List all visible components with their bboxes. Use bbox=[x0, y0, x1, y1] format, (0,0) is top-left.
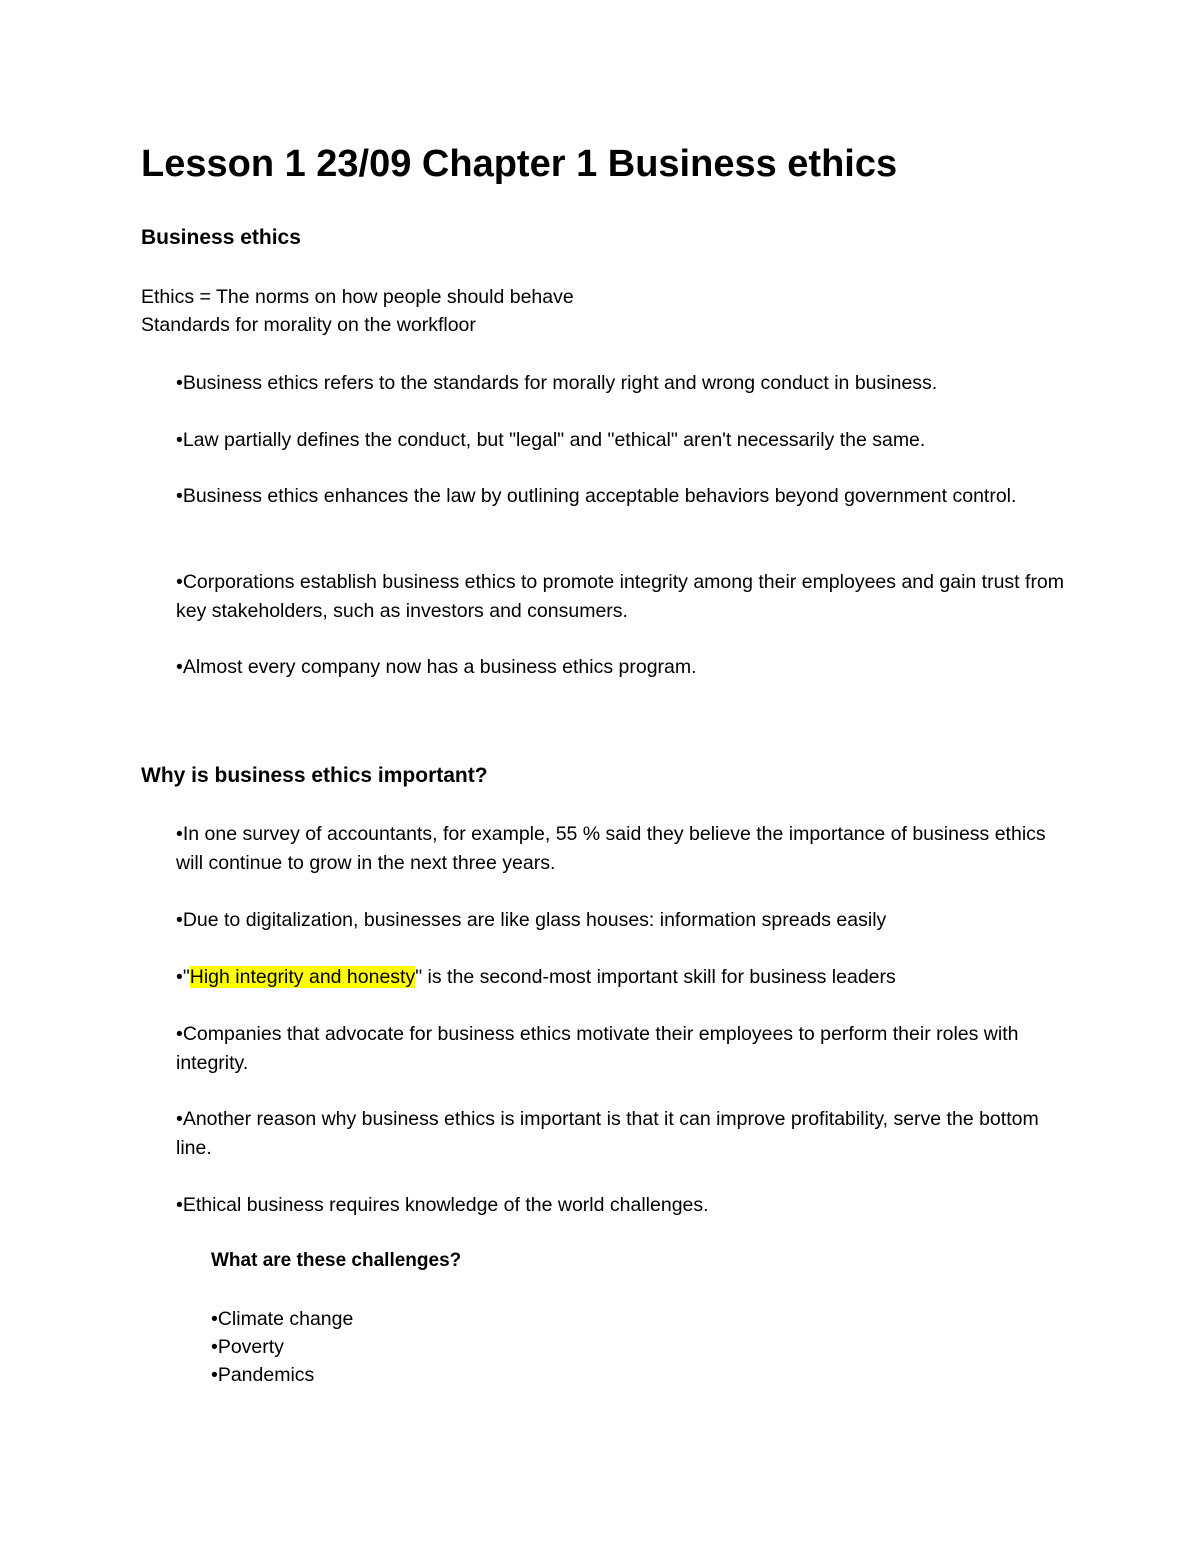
bullet-item: •Business ethics enhances the law by outlining acceptable behaviors beyond government control. bbox=[176, 485, 1017, 507]
intro-line: Standards for morality on the workfloor bbox=[141, 314, 476, 336]
page-title: Lesson 1 23/09 Chapter 1 Business ethics bbox=[141, 143, 898, 185]
challenge-item: •Pandemics bbox=[211, 1364, 315, 1386]
challenge-item: •Poverty bbox=[211, 1336, 284, 1358]
section-heading-why-important: Why is business ethics important? bbox=[141, 764, 488, 787]
bullet-item: •Due to digitalization, businesses are like glass houses: information spreads easily bbox=[176, 909, 887, 931]
bullet-item: •Another reason why business ethics is important is that it can improve profitability, serve the bottom line. bbox=[176, 1108, 1039, 1159]
section-heading-business-ethics: Business ethics bbox=[141, 226, 301, 249]
intro-line: Ethics = The norms on how people should behave bbox=[141, 286, 574, 308]
bullet-item: •Law partially defines the conduct, but "legal" and "ethical" aren't necessarily the same. bbox=[176, 429, 926, 451]
highlighted-text: High integrity and honesty bbox=[189, 966, 416, 988]
bullet-item: •Companies that advocate for business ethics motivate their employees to perform their roles with integrity. bbox=[176, 1023, 1019, 1074]
bullet-item: •In one survey of accountants, for example, 55 % said they believe the importance of business ethics will continue to grow in the next three years. bbox=[176, 823, 1046, 874]
bullet-item: •Corporations establish business ethics to promote integrity among their employees and gain trust from key stakeholders, such as investors and consumers. bbox=[176, 571, 1065, 622]
bullet-item: •Ethical business requires knowledge of the world challenges. bbox=[176, 1194, 709, 1216]
bullet-item: •Business ethics refers to the standards for morally right and wrong conduct in business. bbox=[176, 372, 938, 394]
challenge-item: •Climate change bbox=[211, 1308, 354, 1330]
bullet-prefix: •" bbox=[176, 966, 190, 988]
bullet-suffix: " is the second-most important skill for business leaders bbox=[415, 966, 896, 988]
highlighted-bullet-item bbox=[176, 963, 1066, 992]
subsection-heading-challenges: What are these challenges? bbox=[211, 1250, 462, 1271]
bullet-item: •Almost every company now has a business ethics program. bbox=[176, 656, 697, 678]
